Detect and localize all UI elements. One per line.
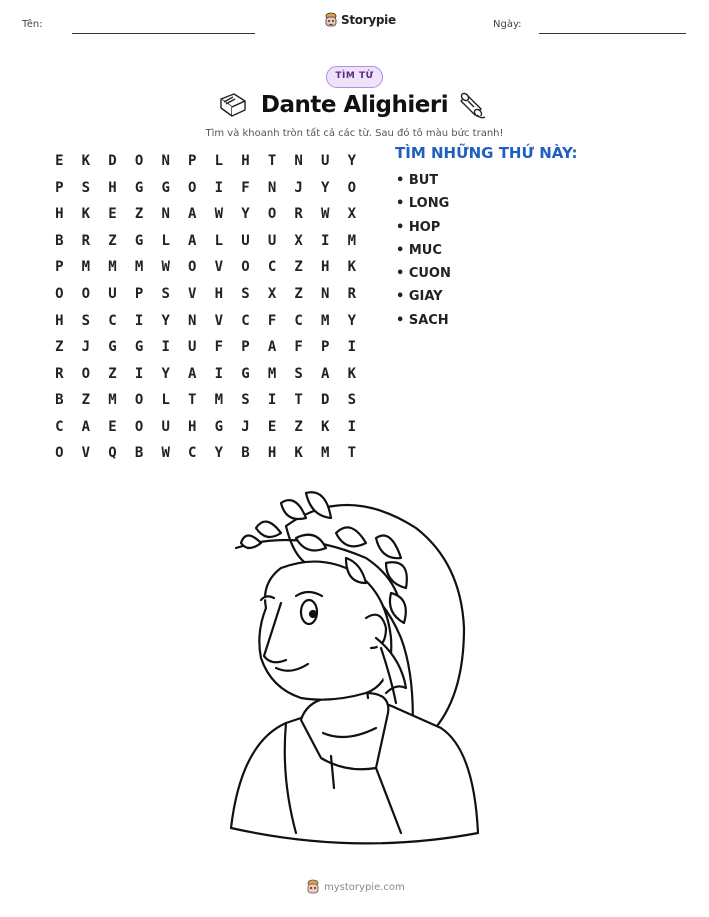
grid-letter: E (108, 418, 117, 435)
grid-letter: V (188, 286, 197, 302)
grid-letter: M (267, 365, 277, 382)
grid-letter: P (134, 286, 144, 302)
grid-letter: B (241, 445, 250, 462)
grid-row (46, 387, 365, 414)
grid-row (46, 440, 365, 467)
grid-letter: F (267, 312, 277, 329)
grid-letter: R (81, 232, 91, 249)
page-title: Dante Alighieri (260, 92, 449, 118)
grid-letter: X (294, 232, 303, 249)
grid-letter: X (267, 286, 277, 302)
date-line (539, 33, 686, 34)
grid-letter: R (347, 286, 357, 302)
grid-letter: A (267, 339, 277, 356)
grid-letter: U (188, 339, 197, 356)
grid-letter: M (81, 259, 91, 276)
grid-letter: F (214, 339, 224, 356)
grid-letter: A (188, 206, 197, 223)
grid-letter: K (347, 365, 357, 382)
date-label: Ngày: (493, 19, 522, 30)
grid-letter: C (294, 312, 303, 329)
grid-letter: B (55, 232, 64, 249)
grid-letter: H (188, 418, 197, 435)
grid-letter: I (161, 339, 170, 356)
grid-letter: K (81, 206, 91, 223)
grid-letter: W (161, 259, 170, 276)
grid-letter: X (347, 206, 357, 223)
grid-letter: H (108, 179, 117, 196)
grid-row (46, 254, 365, 281)
grid-letter: Z (294, 418, 303, 435)
brand-name: Storypie (341, 13, 396, 27)
grid-letter: C (108, 312, 117, 329)
word-list-item: • BUT (396, 173, 439, 188)
grid-letter: K (294, 445, 303, 462)
grid-letter: E (267, 418, 277, 435)
grid-letter: O (267, 206, 277, 223)
grid-letter: H (55, 206, 64, 223)
grid-letter: O (241, 259, 250, 276)
grid-letter: L (161, 392, 170, 409)
grid-letter: S (294, 365, 303, 382)
grid-letter: I (214, 365, 224, 382)
grid-letter: Z (294, 286, 303, 302)
grid-row (46, 148, 365, 175)
grid-letter: D (321, 392, 330, 409)
grid-letter: R (294, 206, 303, 223)
grid-letter: R (55, 365, 64, 382)
grid-letter: J (81, 339, 91, 356)
grid-letter: O (134, 392, 144, 409)
storypie-mascot-icon (306, 879, 320, 895)
grid-letter: W (161, 445, 170, 462)
grid-letter: C (267, 259, 277, 276)
grid-letter: K (321, 418, 330, 435)
grid-letter: H (55, 312, 64, 329)
grid-letter: M (347, 232, 357, 249)
grid-row (46, 175, 365, 202)
grid-row (46, 281, 365, 308)
grid-letter: G (134, 339, 144, 356)
grid-letter: P (55, 259, 64, 276)
grid-row (46, 360, 365, 387)
grid-letter: S (241, 392, 250, 409)
grid-letter: Z (81, 392, 91, 409)
grid-letter: F (294, 339, 303, 356)
grid-letter: B (134, 445, 144, 462)
grid-letter: V (214, 312, 224, 329)
footer (306, 879, 405, 895)
grid-letter: Z (55, 339, 64, 356)
grid-letter: U (267, 232, 277, 249)
grid-letter: H (214, 286, 224, 302)
grid-letter: O (188, 259, 197, 276)
grid-letter: P (188, 153, 197, 170)
scroll-icon (459, 91, 487, 121)
grid-letter: I (214, 179, 224, 196)
grid-letter: H (321, 259, 330, 276)
grid-letter: T (188, 392, 197, 409)
grid-letter: A (188, 365, 197, 382)
grid-letter: V (81, 445, 91, 462)
grid-letter: T (347, 445, 357, 462)
letter-grid (46, 148, 365, 467)
grid-letter: G (161, 179, 170, 196)
word-list-item: • CUON (396, 266, 451, 282)
grid-row (46, 413, 365, 440)
grid-letter: O (347, 179, 357, 196)
grid-letter: W (321, 206, 330, 223)
grid-letter: M (321, 445, 330, 462)
name-label: Tên: (22, 19, 43, 30)
grid-letter: N (188, 312, 197, 329)
grid-letter: H (267, 445, 277, 462)
grid-letter: M (134, 259, 144, 276)
grid-letter: G (214, 418, 224, 435)
footer-url: mystorypie.com (324, 881, 405, 893)
grid-letter: L (214, 232, 224, 249)
grid-letter: N (321, 286, 330, 302)
grid-letter: N (161, 153, 170, 170)
grid-letter: M (108, 392, 117, 409)
grid-letter: N (161, 206, 170, 223)
grid-letter: J (294, 179, 303, 196)
grid-row (46, 228, 365, 255)
grid-letter: S (161, 286, 170, 302)
grid-letter: G (241, 365, 250, 382)
grid-letter: Z (294, 259, 303, 276)
grid-letter: I (134, 312, 144, 329)
grid-letter: W (214, 206, 224, 223)
grid-letter: P (321, 339, 330, 356)
grid-letter: S (347, 392, 357, 409)
grid-letter: L (214, 153, 224, 170)
grid-letter: N (294, 153, 303, 170)
grid-letter: U (161, 418, 170, 435)
brand-logo (324, 12, 396, 28)
grid-letter: O (81, 365, 91, 382)
grid-letter: Y (347, 153, 357, 170)
grid-letter: I (267, 392, 277, 409)
grid-letter: P (55, 179, 64, 196)
grid-letter: E (55, 153, 64, 170)
grid-letter: L (161, 232, 170, 249)
grid-letter: G (134, 232, 144, 249)
grid-letter: A (321, 365, 330, 382)
grid-letter: Z (108, 232, 117, 249)
grid-letter: K (81, 153, 91, 170)
word-list-item: • GIAY (396, 289, 443, 305)
grid-letter: Y (214, 445, 224, 462)
word-list-item: • HOP (396, 219, 441, 235)
grid-letter: Y (161, 312, 170, 329)
grid-letter: E (108, 206, 117, 223)
grid-letter: H (241, 153, 250, 170)
grid-letter: P (241, 339, 250, 356)
word-list-item: • LONG (396, 196, 450, 212)
word-search-badge: TÌM TỪ (326, 66, 383, 88)
instructions: Tìm và khoanh tròn tất cả các từ. Sau đó tô màu bức tranh! (205, 128, 504, 139)
grid-letter: Q (108, 445, 117, 462)
grid-letter: F (241, 179, 250, 196)
grid-letter: J (241, 418, 250, 435)
grid-letter: Z (134, 206, 144, 223)
grid-letter: V (214, 259, 224, 276)
grid-letter: C (241, 312, 250, 329)
dante-portrait-illustration (226, 488, 488, 850)
grid-letter: N (267, 179, 277, 196)
grid-letter: I (347, 418, 357, 435)
word-list (396, 172, 451, 335)
grid-letter: Y (347, 312, 357, 329)
name-line (72, 33, 255, 34)
grid-letter: I (321, 232, 330, 249)
word-list-item: • SACH (396, 312, 449, 328)
storypie-mascot-icon (324, 12, 338, 28)
grid-letter: T (294, 392, 303, 409)
grid-row (46, 334, 365, 361)
grid-letter: I (134, 365, 144, 382)
grid-letter: A (81, 418, 91, 435)
grid-letter: S (81, 312, 91, 329)
grid-letter: S (241, 286, 250, 302)
grid-letter: O (81, 286, 91, 302)
grid-letter: G (108, 339, 117, 356)
grid-letter: O (188, 179, 197, 196)
grid-letter: O (134, 153, 144, 170)
grid-letter: S (81, 179, 91, 196)
grid-letter: K (347, 259, 357, 276)
grid-letter: Z (108, 365, 117, 382)
grid-letter: M (321, 312, 330, 329)
grid-row (46, 307, 365, 334)
word-list-item: • MUC (396, 242, 442, 258)
grid-letter: C (55, 418, 64, 435)
grid-letter: B (55, 392, 64, 409)
grid-letter: G (134, 179, 144, 196)
word-list-title: TÌM NHỮNG THỨ NÀY: (395, 144, 578, 162)
grid-letter: M (214, 392, 224, 409)
grid-letter: U (321, 153, 330, 170)
grid-letter: C (188, 445, 197, 462)
grid-letter: T (267, 153, 277, 170)
grid-letter: M (108, 259, 117, 276)
grid-letter: O (134, 418, 144, 435)
grid-letter: Y (321, 179, 330, 196)
grid-letter: Y (161, 365, 170, 382)
grid-row (46, 201, 365, 228)
grid-letter: O (55, 445, 64, 462)
grid-letter: U (241, 232, 250, 249)
grid-letter: D (108, 153, 117, 170)
grid-letter: Y (241, 206, 250, 223)
grid-letter: U (108, 286, 117, 302)
grid-letter: O (55, 286, 64, 302)
grid-letter: I (347, 339, 357, 356)
grid-letter: A (188, 232, 197, 249)
